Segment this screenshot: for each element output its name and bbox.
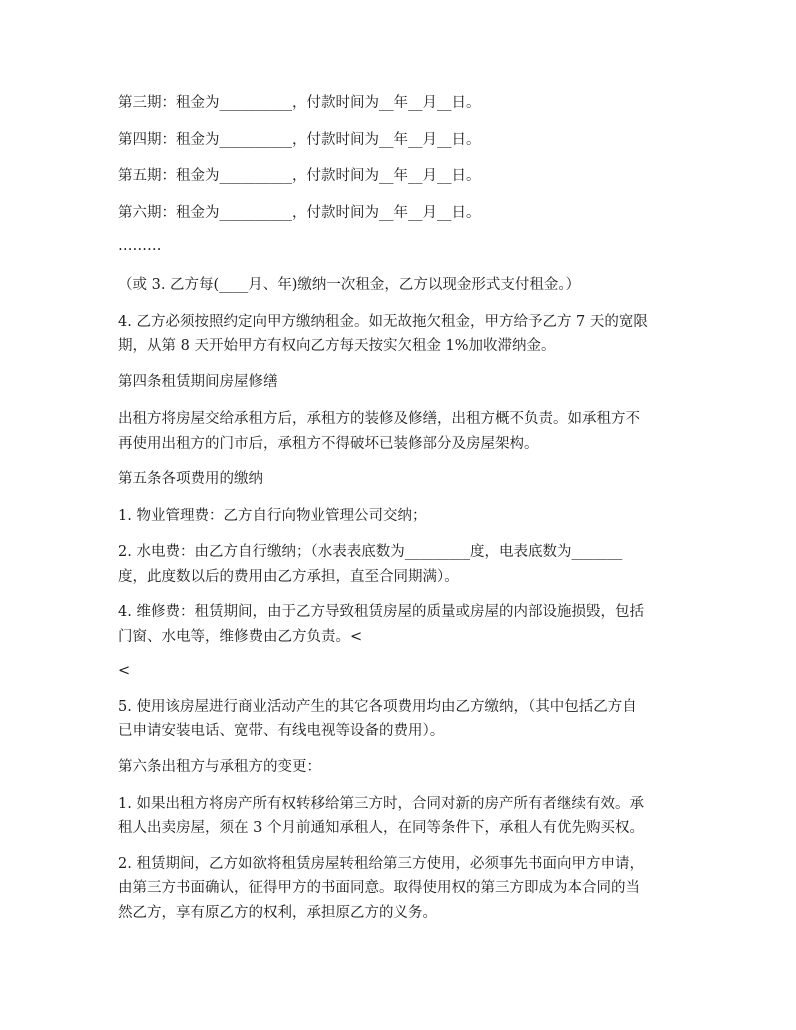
- text-line: （或 3. 乙方每(____月、年)缴纳一次租金，乙方以现金形式支付租金。）: [118, 277, 581, 293]
- section-heading: 第四条租赁期间房屋修缮: [118, 374, 278, 390]
- text-line: <: [118, 663, 131, 679]
- text-line: ………: [118, 238, 162, 254]
- text-line: 第四期：租金为__________，付款时间为__年__月__日。: [118, 132, 481, 148]
- text-line: 期，从第 8 天开始甲方有权向乙方每天按实欠租金 1%加收滞纳金。: [118, 338, 556, 354]
- text-line: 第五期：租金为__________，付款时间为__年__月__日。: [118, 168, 481, 184]
- text-line: 再使用出租方的门市后，承租方不得破坏已装修部分及房屋架构。: [118, 436, 539, 452]
- text-line: 门窗、水电等，维修费由乙方负责。<: [118, 629, 363, 645]
- text-line: 4. 乙方必须按照约定向甲方缴纳租金。如无故拖欠租金，甲方给予乙方 7 天的宽限: [118, 314, 648, 330]
- text-line: 2. 租赁期间，乙方如欲将租赁房屋转租给第三方使用，必须事先书面向甲方申请，: [118, 856, 644, 872]
- text-line: 5. 使用该房屋进行商业活动产生的其它各项费用均由乙方缴纳，（其中包括乙方自: [118, 699, 637, 715]
- text-line: 第三期：租金为__________，付款时间为__年__月__日。: [118, 95, 481, 111]
- text-line: 度，此度数以后的费用由乙方承担，直至合同期满）。: [118, 569, 459, 585]
- text-line: 已申请安装电话、宽带、有线电视等设备的费用）。: [118, 723, 445, 739]
- text-line: 第六期：租金为__________，付款时间为__年__月__日。: [118, 205, 481, 221]
- section-heading: 第五条各项费用的缴纳: [118, 471, 263, 487]
- text-line: 2. 水电费：由乙方自行缴纳；（水表表底数为_________度，电表底数为_______: [118, 544, 623, 560]
- text-line: 出租方将房屋交给承租方后，承租方的装修及修缮，出租方概不负责。如承租方不: [118, 411, 640, 427]
- text-line: 4. 维修费：租赁期间，由于乙方导致租赁房屋的质量或房屋的内部设施损毁，包括: [118, 604, 644, 620]
- text-line: 然乙方，享有原乙方的权利，承担原乙方的义务。: [118, 905, 437, 921]
- text-line: 租人出卖房屋，须在 3 个月前通知承租人，在同等条件下，承租人有优先购买权。: [118, 820, 644, 836]
- text-line: 1. 物业管理费：乙方自行向物业管理公司交纳；: [118, 508, 427, 524]
- text-line: 1. 如果出租方将房产所有权转移给第三方时，合同对新的房产所有者继续有效。承: [118, 796, 644, 812]
- text-line: 由第三方书面确认，征得甲方的书面同意。取得使用权的第三方即成为本合同的当: [118, 880, 640, 896]
- section-heading: 第六条出租方与承租方的变更：: [118, 759, 321, 775]
